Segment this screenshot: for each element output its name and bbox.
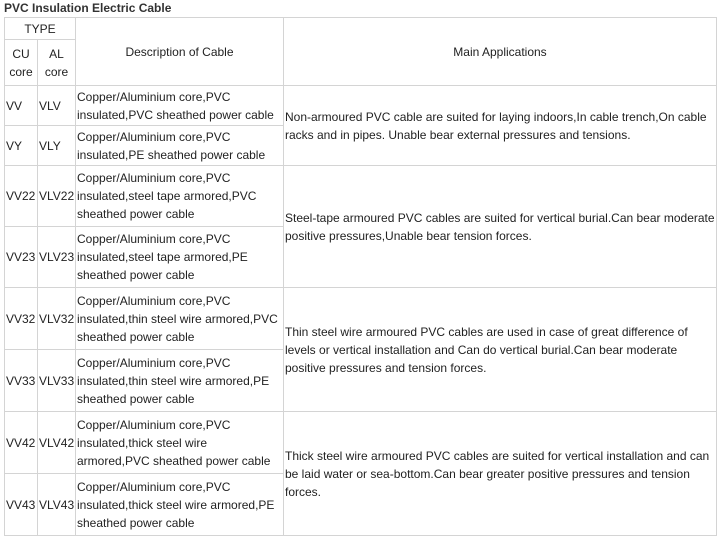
al-core-cell: VLY xyxy=(38,126,76,166)
cable-spec-table xyxy=(4,17,717,536)
table-row xyxy=(5,166,717,227)
cu-core-cell: VV43 xyxy=(5,474,38,536)
cu-core-cell: VV23 xyxy=(5,227,38,288)
cu-core-cell: VV32 xyxy=(5,288,38,350)
cu-core-cell: VV33 xyxy=(5,350,38,412)
application-cell: Thick steel wire armoured PVC cables are suited for vertical installation and can be laid water or sea-bottom.Can bear greater positive pressures and tension forces. xyxy=(284,412,717,536)
al-core-cell: VLV32 xyxy=(38,288,76,350)
description-cell: Copper/Aluminium core,PVC insulated,thin steel wire armored,PE sheathed power cable xyxy=(76,350,284,412)
cu-core-cell: VV22 xyxy=(5,166,38,227)
al-core-cell: VLV43 xyxy=(38,474,76,536)
application-cell: Non-armoured PVC cable are suited for laying indoors,In cable trench,On cable racks and in pipes. Unable bear external pressures and tensions. xyxy=(284,86,717,166)
description-cell: Copper/Aluminium core,PVC insulated,steel tape armored,PE sheathed power cable xyxy=(76,227,284,288)
description-cell: Copper/Aluminium core,PVC insulated,thick steel wire armored,PVC sheathed power cable xyxy=(76,412,284,474)
al-core-cell: VLV33 xyxy=(38,350,76,412)
table-row xyxy=(5,86,717,126)
al-core-cell: VLV xyxy=(38,86,76,126)
cu-core-cell: VV42 xyxy=(5,412,38,474)
description-cell: Copper/Aluminium core,PVC insulated,steel tape armored,PVC sheathed power cable xyxy=(76,166,284,227)
al-core-cell: VLV23 xyxy=(38,227,76,288)
cu-core-cell: VV xyxy=(5,86,38,126)
application-cell: Steel-tape armoured PVC cables are suited for vertical burial.Can bear moderate positive pressures,Unable bear tension forces. xyxy=(284,166,717,288)
al-core-cell: VLV42 xyxy=(38,412,76,474)
page-title: PVC Insulation Electric Cable xyxy=(4,1,172,15)
al-core-header: AL core xyxy=(38,40,76,86)
applications-header: Main Applications xyxy=(284,18,717,86)
cu-core-cell: VY xyxy=(5,126,38,166)
cu-core-header: CU core xyxy=(5,40,38,86)
description-cell: Copper/Aluminium core,PVC insulated,thin steel wire armored,PVC sheathed power cable xyxy=(76,288,284,350)
description-cell: Copper/Aluminium core,PVC insulated,PE sheathed power cable xyxy=(76,126,284,166)
description-cell: Copper/Aluminium core,PVC insulated,thick steel wire armored,PE sheathed power cable xyxy=(76,474,284,536)
al-core-cell: VLV22 xyxy=(38,166,76,227)
description-cell: Copper/Aluminium core,PVC insulated,PVC sheathed power cable xyxy=(76,86,284,126)
table-row xyxy=(5,288,717,350)
header-row xyxy=(5,18,717,40)
application-cell: Thin steel wire armoured PVC cables are used in case of great difference of levels or vertical installation and Can do vertical burial.Can bear moderate positive pressures and tension forces. xyxy=(284,288,717,412)
description-header: Description of Cable xyxy=(76,18,284,86)
type-header: TYPE xyxy=(5,18,76,40)
table-row xyxy=(5,412,717,474)
